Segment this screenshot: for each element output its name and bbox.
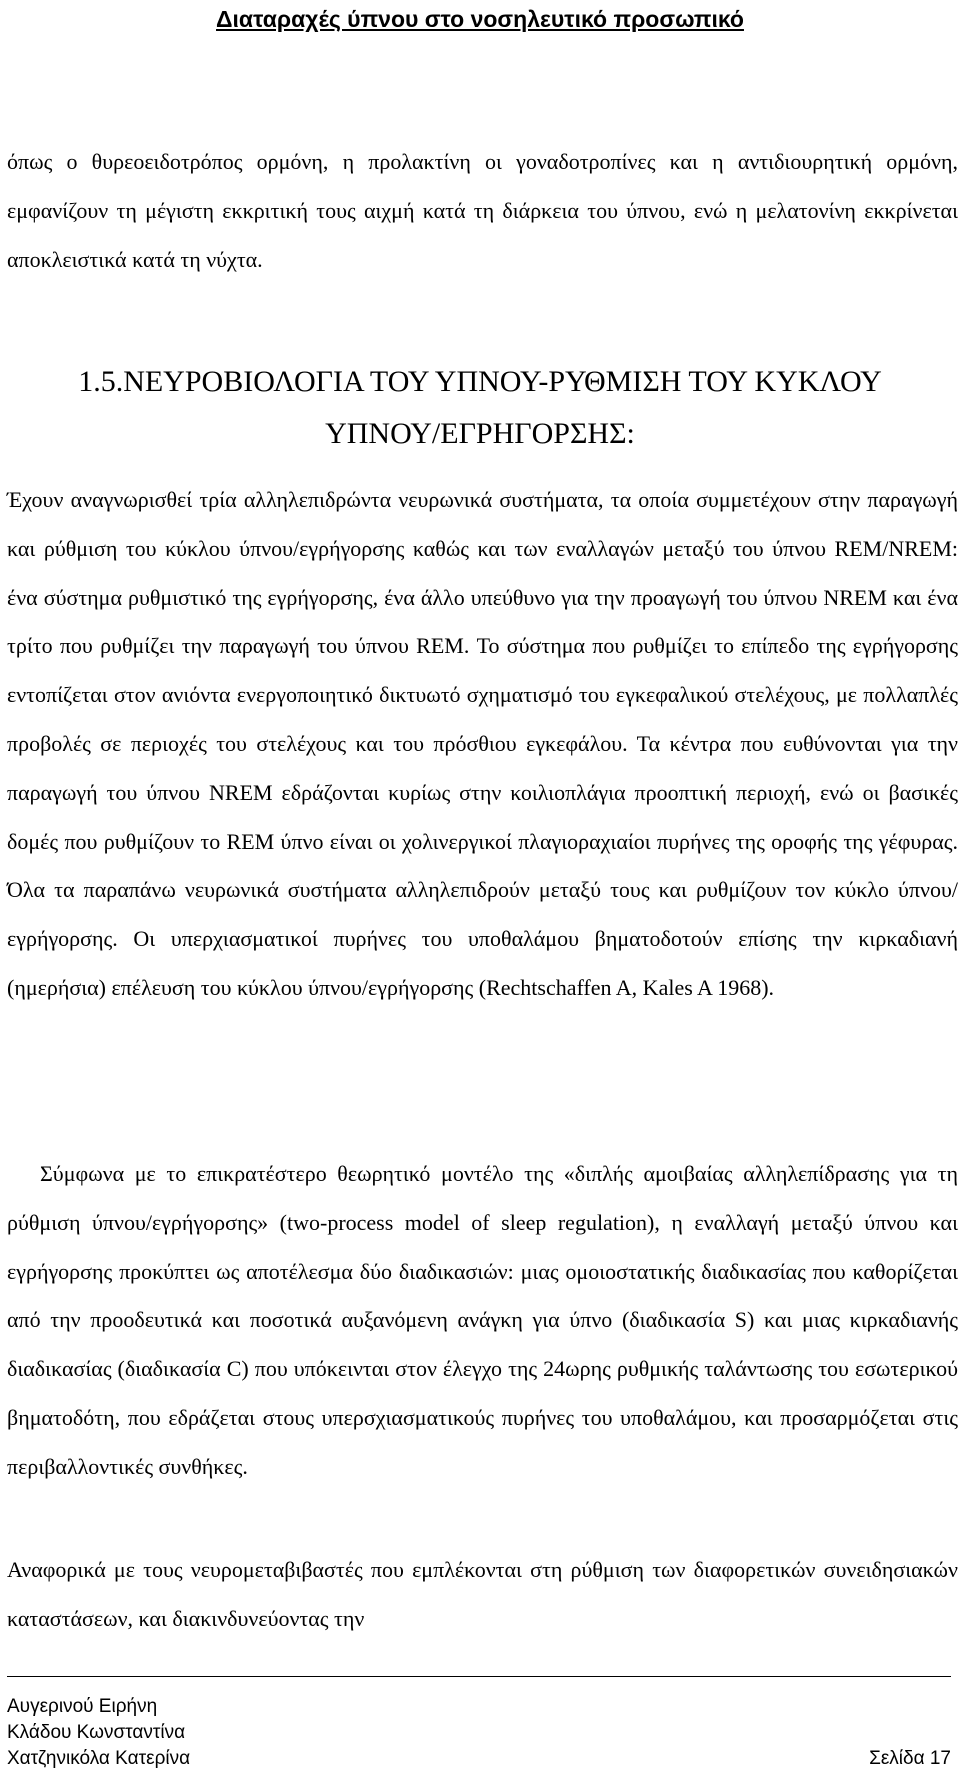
page-footer (7, 1694, 951, 1772)
section-heading-line-1: 1.5.ΝΕΥΡΟΒΙΟΛΟΓΙΑ ΤΟΥ ΥΠΝΟΥ-ΡΥΘΜΙΣΗ ΤΟΥ ΚΥΚΛΟΥ (78, 365, 882, 398)
page-number: Σελίδα 17 (869, 1748, 951, 1769)
footer-author-1: Αυγερινού Ειρήνη (7, 1696, 158, 1717)
footer-author-3: Χατζηνικόλα Κατερίνα (7, 1748, 191, 1769)
section-heading-line-2: ΥΠΝΟΥ/ΕΓΡΗΓΟΡΣΗΣ: (325, 417, 635, 450)
intro-paragraph: όπως ο θυρεοειδοτρόπος ορμόνη, η προλακτίνη οι γοναδοτροπίνες και η αντιδιουρητική ορμόνη, εμφανίζουν τη μέγιστη εκκριτική τους αιχμή κατά τη διάρκεια του ύπνου, ενώ η μελατονίνη εκκρίνεται αποκλειστικά κατά τη νύχτα. (7, 149, 958, 272)
body-paragraph-1: Έχουν αναγνωρισθεί τρία αλληλεπιδρώντα νευρωνικά συστήματα, τα οποία συμμετέχουν στην παραγωγή και ρύθμιση του κύκλου ύπνου/εγρήγορσης καθώς και των εναλλαγών μεταξύ του ύπνου REM/NREM: ένα σύστημα ρυθμιστικό της εγρήγορσης, ένα άλλο υπεύθυνο για την προαγωγή του ύπνου NREM και ένα τρίτο που ρυθμίζει την παραγωγή του ύπνου REM. Το σύστημα που ρυθμίζει το επίπεδο της εγρήγορσης εντοπίζεται στον ανιόντα ενεργοποιητικό δικτυωτό σχηματισμό του εγκεφαλικού στελέχους, με πολλαπλές προβολές σε περιοχές του στελέχους και του πρόσθιου εγκεφάλου. Τα κέντρα που ευθύνονται για την παραγωγή του ύπνου NREM εδράζονται κυρίως στην κοιλιοπλάγια προοπτική περιοχή, ενώ οι βασικές δομές που ρυθμίζουν το REM ύπνο είναι οι χολινεργικοί πλαγιοραχιαίοι πυρήνες της οροφής της γέφυρας. Όλα τα παραπάνω νευρωνικά συστήματα αλληλεπιδρούν μεταξύ τους και ρυθμίζουν τον κύκλο ύπνου/εγρήγορσης. Οι υπερχιασματικοί πυρήνες του υποθαλάμου βηματοδοτούν επίσης την κιρκαδιανή (ημερήσια) επέλευση του κύκλου ύπνου/εγρήγορσης (Rechtschaffen A, Kales A 1968). (7, 487, 958, 1000)
body-paragraph-3: Αναφορικά με τους νευρομεταβιβαστές που εμπλέκονται στη ρύθμιση των διαφορετικών συνειδησιακών καταστάσεων, και διακινδυνεύοντας την (7, 1557, 958, 1631)
footer-author-2: Κλάδου Κωνσταντίνα (7, 1722, 186, 1743)
document-header-title: Διαταραχές ύπνου στο νοσηλευτικό προσωπικό (216, 6, 744, 32)
body-paragraph-2: Σύμφωνα με το επικρατέστερο θεωρητικό μοντέλο της «διπλής αμοιβαίας αλληλεπίδρασης για τη ρύθμιση ύπνου/εγρήγορσης» (two-process model of sleep regulation), η εναλλαγή μεταξύ ύπνου και εγρήγορσης προκύπτει ως αποτέλεσμα δύο διαδικασιών: μιας ομοιοστατικής διαδικασίας που καθορίζεται από την προοδευτικά και ποσοτικά αυξανόμενη ανάγκη για ύπνο (διαδικασία S) και μιας κιρκαδιανής διαδικασίας (διαδικασία C) που υπόκεινται στον έλεγχο της 24ωρης ρυθμικής ταλάντωσης του εσωτερικού βηματοδότη, που εδράζεται στους υπερσχιασματικούς πυρήνες του υποθαλάμου, και προσαρμόζεται στις περιβαλλοντικές συνθήκες. (7, 1161, 958, 1479)
footer-divider (7, 1676, 951, 1677)
section-heading (0, 356, 960, 460)
